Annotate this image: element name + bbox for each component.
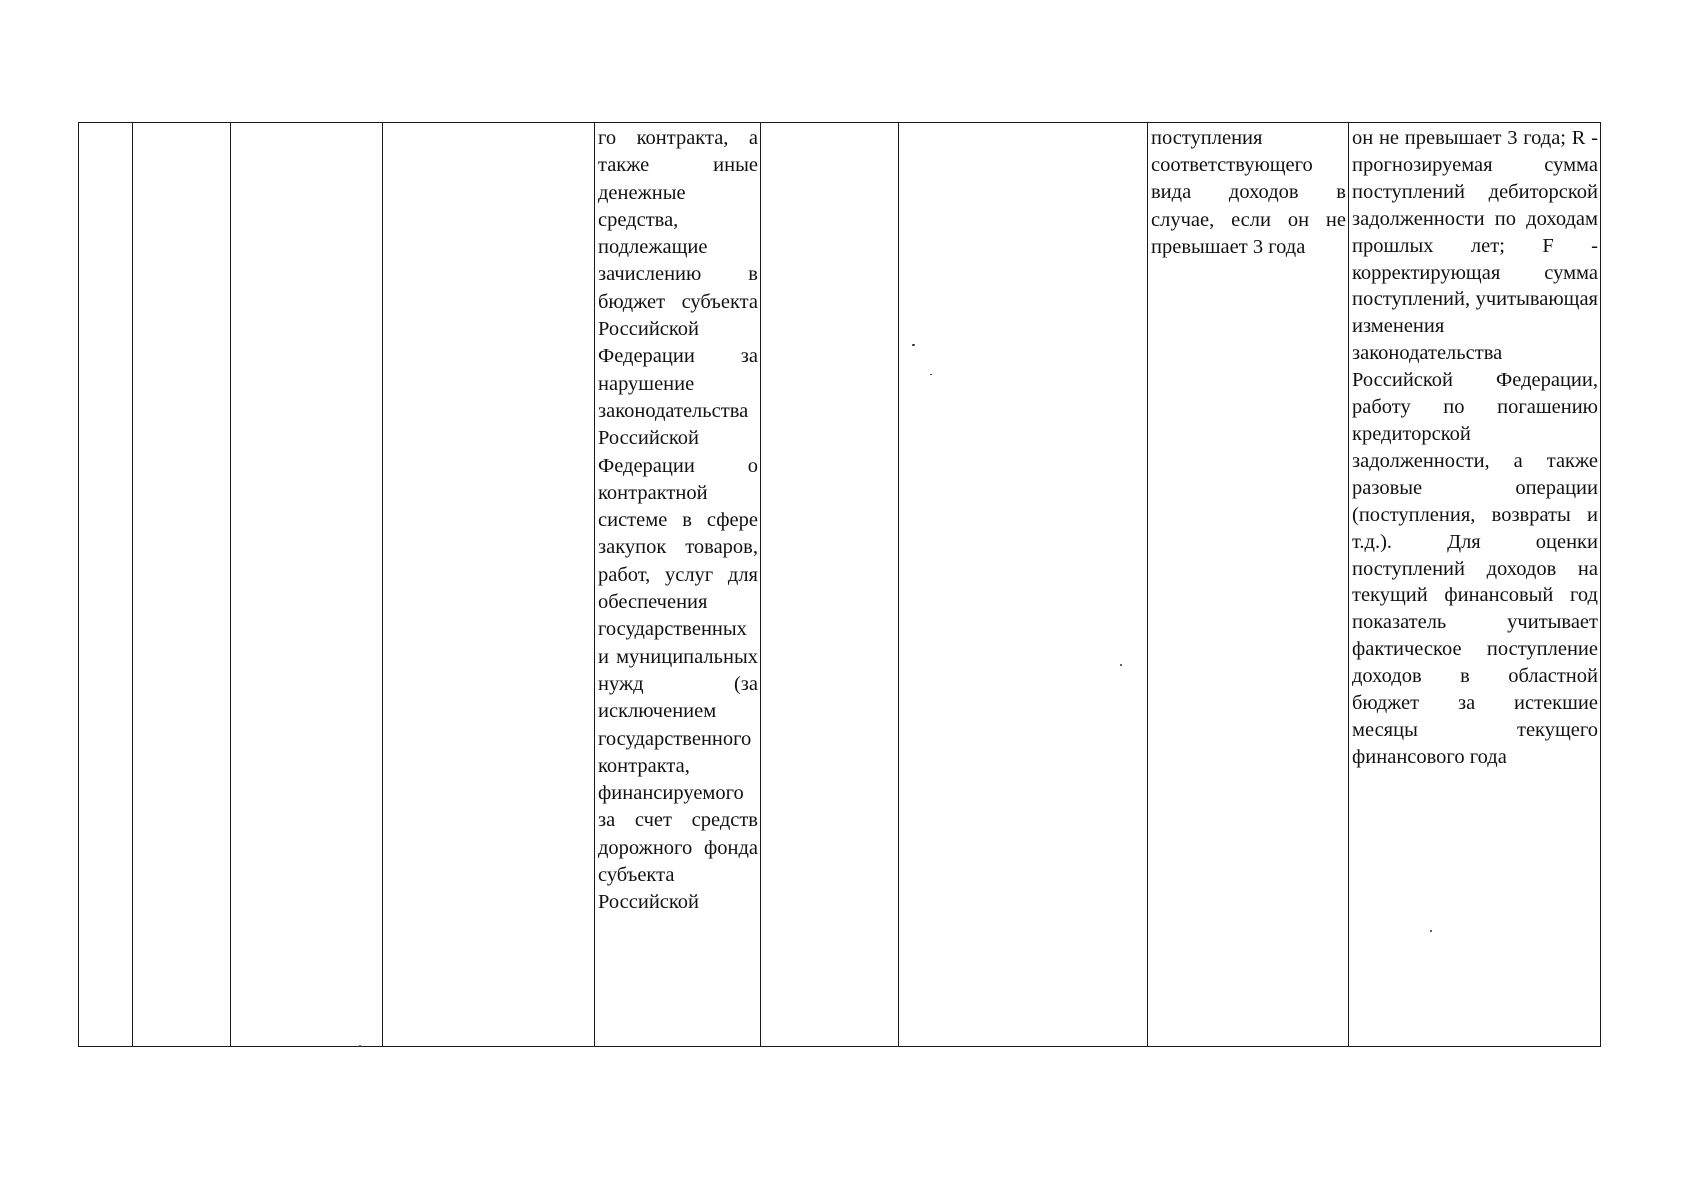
scan-speck (1120, 664, 1122, 666)
table-cell-col-3 (231, 123, 383, 1047)
table-cell-col-9 (1349, 123, 1601, 1047)
cell-text-col-6 (761, 123, 898, 125)
table-cell-col-5 (595, 123, 761, 1047)
table-row (79, 123, 1601, 1047)
data-table (78, 122, 1601, 1047)
scan-speck (912, 344, 915, 346)
cell-text-col-2 (133, 123, 230, 125)
cell-text-col-7 (899, 123, 1147, 125)
cell-text-col-3 (231, 123, 382, 125)
table-cell-col-2 (133, 123, 231, 1047)
cell-text-col-1 (79, 123, 132, 125)
cell-text-col-8: поступления соответствующего вида доходов в случае, если он не превышает 3 года (1151, 127, 1346, 258)
table-cell-col-7 (899, 123, 1148, 1047)
scan-speck (930, 374, 932, 375)
scan-speck (359, 1045, 361, 1047)
table-cell-col-6 (761, 123, 899, 1047)
cell-text-col-9: он не превышает 3 года; R - прогнозируемая сумма поступлений дебиторской задолженности по доходам прошлых лет; F - корректирующая сумма поступлений, учитывающая изменения законодательства Российской Федерации, работу по погашению кредиторской задолженности, а также разовые операции (поступления, возвраты и т.д.). Для оценки поступлений доходов на текущий финансовый год показатель учитывает фактическое поступление доходов в областной бюджет за истекшие месяцы текущего финансового года (1352, 127, 1598, 768)
scan-speck (1430, 930, 1432, 932)
table-cell-col-8 (1148, 123, 1349, 1047)
cell-text-col-5: го контракта, а также иные денежные средства, подлежащие зачислению в бюджет субъекта Российской Федерации за нарушение законодательства Российской Федерации о контрактной системе в сфере закупок товаров, работ, услуг для обеспечения государственных и муниципальных нужд (за исключением государственного контракта, финансируемого за счет средств дорожного фонда субъекта Российской (598, 127, 758, 914)
cell-text-col-4 (383, 123, 594, 125)
table-cell-col-4 (383, 123, 595, 1047)
table-cell-col-1 (79, 123, 133, 1047)
